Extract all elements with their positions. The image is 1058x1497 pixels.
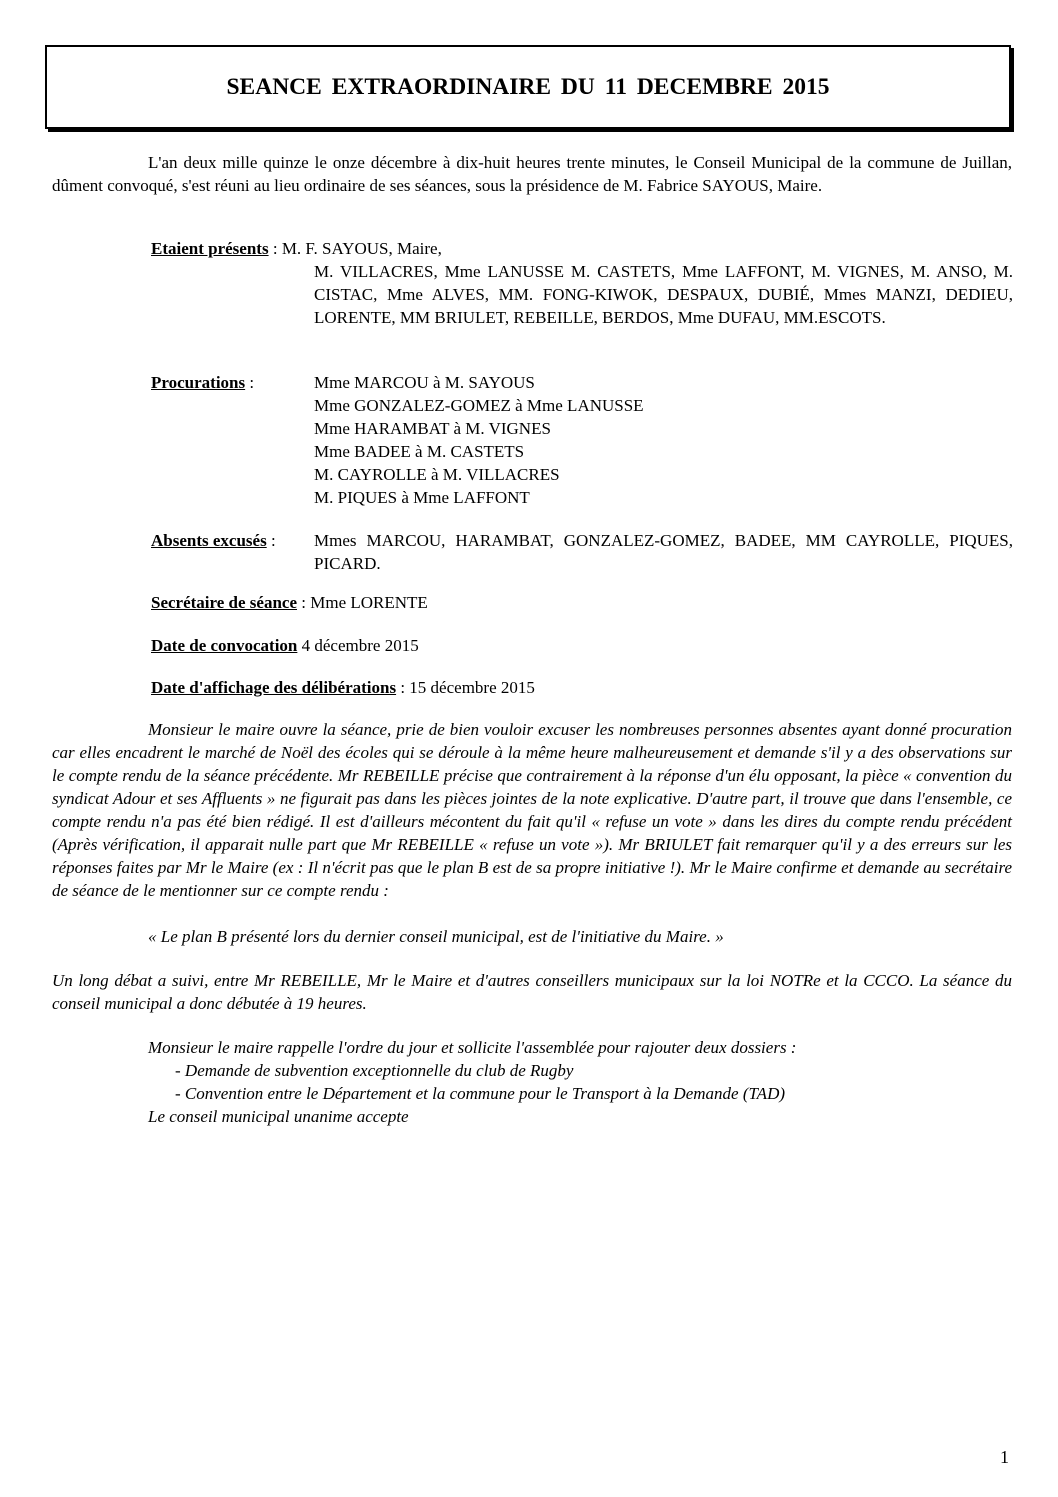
affichage-section bbox=[151, 676, 1013, 699]
affichage-label: Date d'affichage des délibérations bbox=[151, 678, 397, 697]
quote-line: « Le plan B présenté lors du dernier conseil municipal, est de l'initiative du Maire. » bbox=[148, 927, 724, 946]
absents-separator: : bbox=[266, 531, 276, 550]
secretaire-section bbox=[151, 591, 1013, 614]
page-number: 1 bbox=[1000, 1447, 1009, 1467]
procuration-item: M. PIQUES à Mme LAFFONT bbox=[314, 488, 530, 507]
convocation-section bbox=[151, 634, 1013, 657]
title-box bbox=[45, 45, 1011, 129]
agenda-section bbox=[148, 1036, 796, 1128]
intro-paragraph bbox=[52, 151, 1012, 197]
intro-text: L'an deux mille quinze le onze décembre à dix-huit heures trente minutes, le Conseil Municipal de la commune de Juillan, dûment convoqué, s'est réuni au lieu ordinaire de ses séances, sous la présidence de M. Fabrice SAYOUS, Maire. bbox=[52, 153, 1012, 195]
secretaire-value: : Mme LORENTE bbox=[297, 593, 428, 612]
debate-paragraph: Un long débat a suivi, entre Mr REBEILLE, Mr le Maire et d'autres conseillers municipaux sur la loi NOTRe et la CCCO. La séance du conseil municipal a donc débutée à 19 heures. bbox=[52, 971, 1012, 1013]
convocation-value: 4 décembre 2015 bbox=[297, 636, 419, 655]
secretaire-label: Secrétaire de séance bbox=[151, 593, 298, 612]
presents-list bbox=[314, 260, 1013, 329]
procuration-item: M. CAYROLLE à M. VILLACRES bbox=[314, 465, 560, 484]
procuration-item: Mme HARAMBAT à M. VIGNES bbox=[314, 419, 551, 438]
procurations-separator: : bbox=[245, 373, 255, 392]
procuration-item: Mme GONZALEZ-GOMEZ à Mme LANUSSE bbox=[314, 396, 644, 415]
agenda-intro: Monsieur le maire rappelle l'ordre du jour et sollicite l'assemblée pour rajouter deux dossiers : bbox=[148, 1038, 797, 1057]
absents-section bbox=[151, 529, 1013, 573]
presents-separator: : bbox=[268, 239, 282, 258]
presents-label: Etaient présents bbox=[151, 239, 269, 258]
discussion-text: Monsieur le maire ouvre la séance, prie de bien vouloir excuser les nombreuses personnes absentes ayant donné procuration car elles encadrent le marché de Noël des écoles qui se déroule à la même heure malheureusement et demande s'il y a des observations sur le compte rendu de la séance précédente. Mr REBEILLE précise que contrairement à la réponse d'un élu opposant, la pièce « convention du syndicat Adour et ses Affluents » ne figurait pas dans les pièces jointes de la note explicative. D'autre part, il trouve que dans l'ensemble, ce compte rendu n'a pas été bien rédigé. Il est d'ailleurs mécontent du fait qu'il « refuse un vote » dans les dires du compte rendu précédent (Après vérification, il apparait nulle part que Mr REBEILLE « refuse un vote »). Mr BRIULET fait remarquer qu'il y a des erreurs sur les réponses faites par Mr le Maire (ex : Il n'écrit pas que le plan B est de sa propre initiative !). Mr le Maire confirme et demande au secrétaire de séance de le mentionner sur ce compte rendu : bbox=[52, 720, 1012, 900]
agenda-conclusion: Le conseil municipal unanime accepte bbox=[148, 1107, 409, 1126]
procurations-list bbox=[314, 371, 644, 509]
presents-rest: M. VILLACRES, Mme LANUSSE M. CASTETS, Mme LAFFONT, M. VIGNES, M. ANSO, M. CISTAC, Mme ALVES, MM. FONG-KIWOK, DESPAUX, DUBIÉ, Mmes MANZI, DEDIEU, LORENTE, MM BRIULET, REBEILLE, BERDOS, Mme DUFAU, MM.ESCOTS. bbox=[314, 262, 1013, 327]
affichage-value: : 15 décembre 2015 bbox=[396, 678, 535, 697]
agenda-item: - Demande de subvention exceptionnelle du club de Rugby bbox=[175, 1061, 574, 1080]
procuration-item: Mme BADEE à M. CASTETS bbox=[314, 442, 525, 461]
agenda-item: - Convention entre le Département et la commune pour le Transport à la Demande (TAD) bbox=[175, 1084, 786, 1103]
procurations-section bbox=[151, 371, 1013, 507]
procuration-item: Mme MARCOU à M. SAYOUS bbox=[314, 373, 535, 392]
absents-label: Absents excusés bbox=[151, 531, 267, 550]
discussion-paragraph bbox=[52, 718, 1012, 902]
page-title: SEANCE EXTRAORDINAIRE DU 11 DECEMBRE 2015 bbox=[226, 73, 830, 100]
presents-first: M. F. SAYOUS, Maire, bbox=[281, 239, 442, 258]
convocation-label: Date de convocation bbox=[151, 636, 298, 655]
presents-section bbox=[151, 237, 1013, 327]
absents-list: Mmes MARCOU, HARAMBAT, GONZALEZ-GOMEZ, BADEE, MM CAYROLLE, PIQUES, PICARD. bbox=[314, 531, 1013, 573]
procurations-label: Procurations bbox=[151, 373, 246, 392]
